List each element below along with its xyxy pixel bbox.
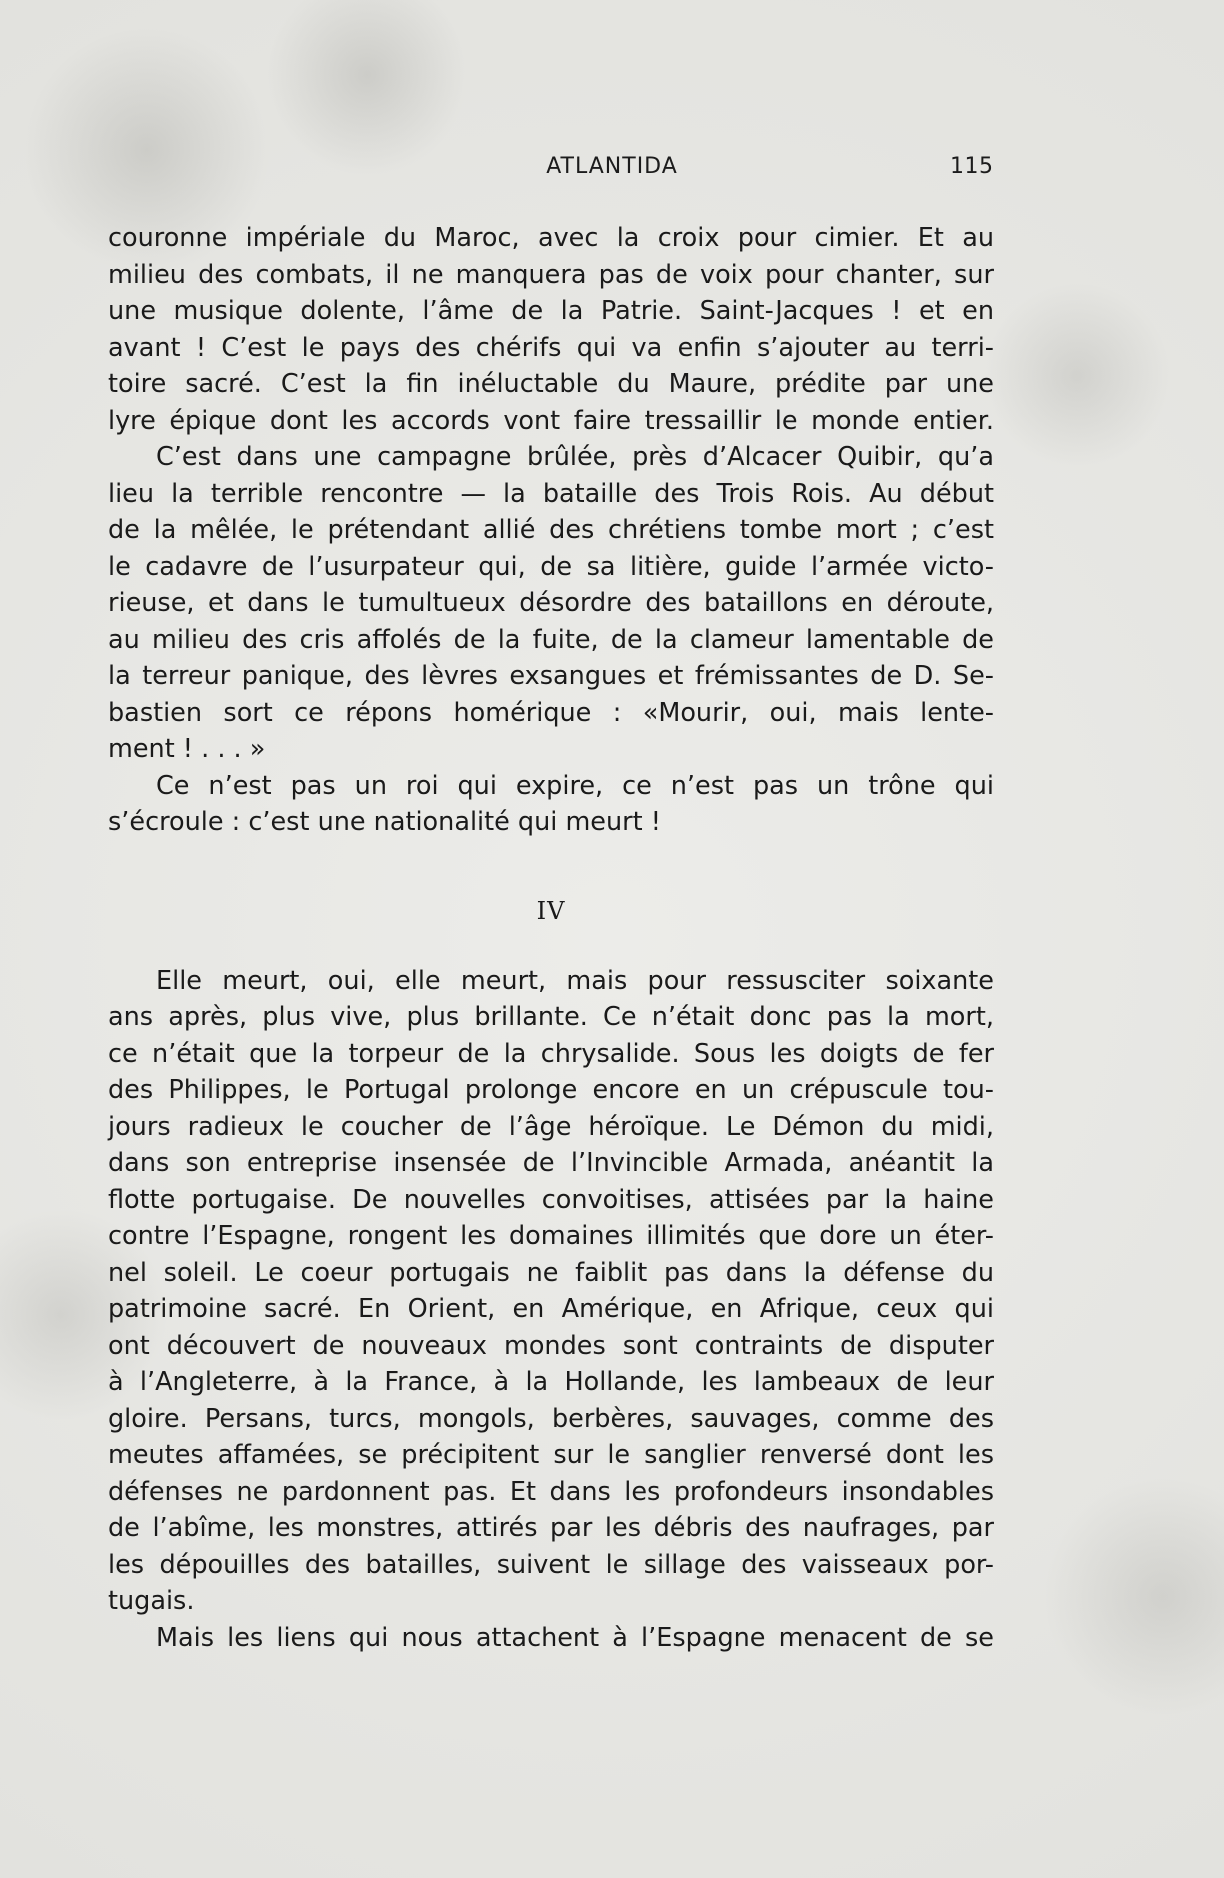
text-line: une musique dolente, l’âme de la Patrie. Saint-Jacques ! et en [108, 296, 994, 326]
text-line: s’écroule : c’est une nationalité qui meurt ! [108, 807, 661, 837]
text-line: Ce n’est pas un roi qui expire, ce n’est pas un trône qui [156, 770, 994, 801]
text-line: flotte portugaise. De nouvelles convoitises, attisées par la haine [108, 1184, 994, 1215]
paragraph [108, 963, 994, 1620]
text-line: des Philippes, le Portugal prolonge encore en un crépuscule tou- [108, 1075, 994, 1105]
text-line: toire sacré. C’est la fin inéluctable du Maure, prédite par une [108, 369, 994, 399]
section-heading: IV [536, 896, 566, 925]
body-text [108, 220, 994, 1656]
paragraph [108, 768, 994, 841]
text-line: jours radieux le coucher de l’âge héroïque. Le Démon du midi, [108, 1111, 994, 1142]
text-line: au milieu des cris affolés de la fuite, de la clameur lamentable de [108, 624, 994, 655]
running-head: ATLANTIDA [546, 154, 678, 179]
text-line: la terreur panique, des lèvres exsangues et frémissantes de D. Se- [108, 661, 994, 691]
text-line: ment ! . . . » [108, 734, 266, 764]
paragraph [108, 1620, 994, 1657]
text-line: à l’Angleterre, à la France, à la Hollande, les lambeaux de leur [108, 1367, 994, 1397]
text-line: gloire. Persans, turcs, mongols, berbères, sauvages, comme des [108, 1403, 994, 1434]
page-number: 115 [950, 154, 994, 179]
text-line: rieuse, et dans le tumultueux désordre des bataillons en déroute, [108, 588, 994, 618]
text-line: dans son entreprise insensée de l’Invincible Armada, anéantit la [108, 1148, 994, 1178]
text-line: meutes affamées, se précipitent sur le sanglier renversé dont les [108, 1440, 994, 1470]
text-line: contre l’Espagne, rongent les domaines illimités que dore un éter- [108, 1221, 994, 1251]
text-line: de l’abîme, les monstres, attirés par les débris des naufrages, par [108, 1513, 994, 1543]
text-line: ont découvert de nouveaux mondes sont contraints de disputer [108, 1330, 994, 1361]
text-line: lieu la terrible rencontre — la bataille des Trois Rois. Au début [108, 478, 994, 509]
text-line: milieu des combats, il ne manquera pas de voix pour chanter, sur [108, 259, 994, 290]
text-line: bastien sort ce répons homérique : «Mourir, oui, mais lente- [108, 697, 994, 728]
text-line: défenses ne pardonnent pas. Et dans les profondeurs insondables [108, 1476, 994, 1507]
text-line: couronne impériale du Maroc, avec la croix pour cimier. Et au [108, 223, 994, 253]
text-line: Mais les liens qui nous attachent à l’Espagne menacent de se [156, 1622, 994, 1653]
text-line: les dépouilles des batailles, suivent le sillage des vaisseaux por- [108, 1549, 994, 1580]
text-line: patrimoine sacré. En Orient, en Amérique, en Afrique, ceux qui [108, 1294, 994, 1324]
text-line: ans après, plus vive, plus brillante. Ce n’était donc pas la mort, [108, 1002, 994, 1032]
text-line: le cadavre de l’usurpateur qui, de sa litière, guide l’armée victo- [108, 551, 994, 582]
text-line: lyre épique dont les accords vont faire tressaillir le monde entier. [108, 405, 994, 436]
text-line: de la mêlée, le prétendant allié des chrétiens tombe mort ; c’est [108, 515, 994, 545]
text-line: tugais. [108, 1586, 195, 1616]
text-line: ce n’était que la torpeur de la chrysalide. Sous les doigts de fer [108, 1038, 994, 1069]
text-line: avant ! C’est le pays des chérifs qui va enfin s’ajouter au terri- [108, 332, 994, 363]
paragraph [108, 220, 994, 439]
paragraph [108, 439, 994, 768]
text-line: Elle meurt, oui, elle meurt, mais pour ressusciter soixante [156, 965, 994, 996]
page-header [0, 154, 1224, 184]
text-line: nel soleil. Le coeur portugais ne faiblit pas dans la défense du [108, 1257, 994, 1288]
text-line: C’est dans une campagne brûlée, près d’Alcacer Quibir, qu’a [156, 442, 994, 472]
